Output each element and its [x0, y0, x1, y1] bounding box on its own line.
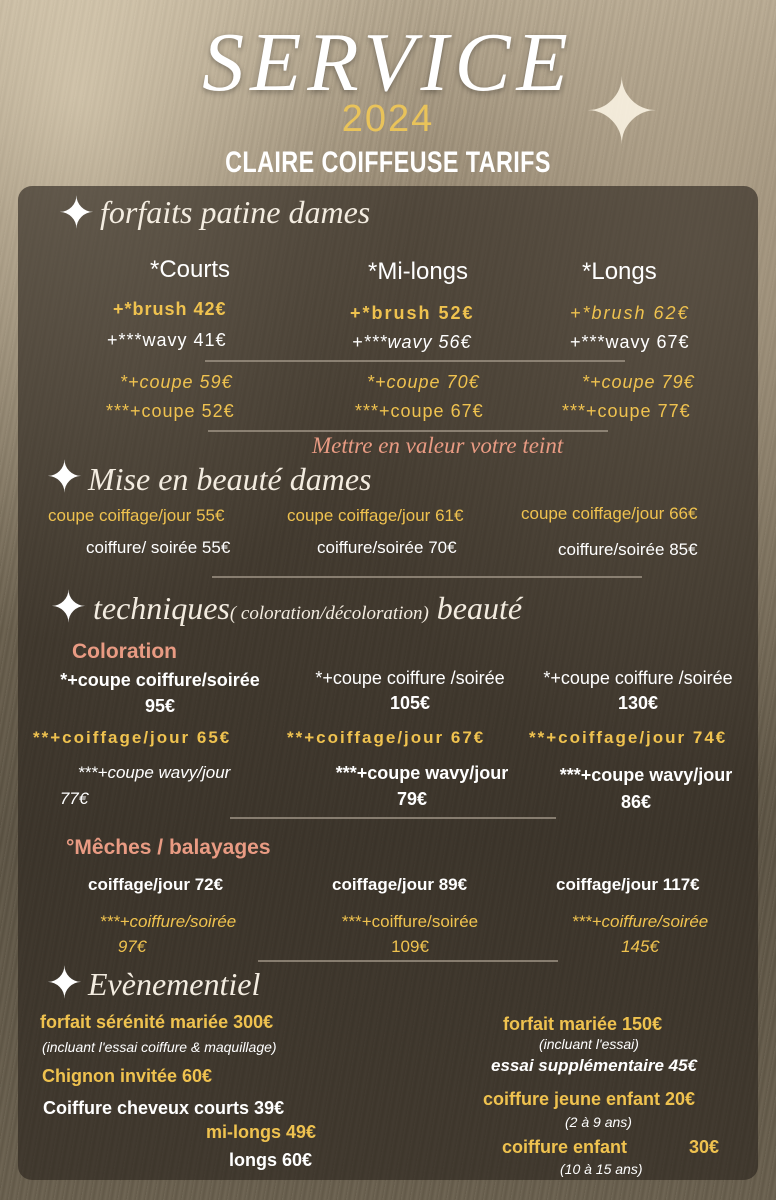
price-item: *+coupe coiffure /soirée	[315, 668, 505, 688]
divider	[205, 360, 625, 362]
price-item: coiffage/jour 117€	[556, 875, 700, 894]
price-item: essai supplémentaire 45€	[491, 1056, 698, 1075]
price-item: +*brush 62€	[570, 303, 690, 323]
salon-subtitle: CLAIRE COIFFEUSE TARIFS	[225, 146, 551, 179]
price-item: +***wavy 56€	[352, 332, 472, 352]
price-item: +*brush 42€	[113, 299, 227, 319]
column-head-courts: *Courts	[150, 256, 231, 283]
section-title-beaute: Mise en beauté dames	[88, 461, 372, 497]
price-item: coupe coiffage/jour 55€	[48, 506, 225, 525]
price-value: 79€	[396, 789, 428, 809]
section-title-patine: forfaits patine dames	[100, 194, 371, 230]
price-item: coiffure/ soirée 55€	[86, 538, 231, 557]
section-title-techniques	[93, 590, 522, 627]
price-value: 105€	[389, 693, 431, 713]
subhead-meches: °Mêches / balayages	[66, 836, 271, 859]
price-item: forfait sérénité mariée 300€	[40, 1012, 274, 1032]
techniques-title-main: techniques	[93, 590, 230, 626]
price-value: 86€	[620, 792, 652, 812]
price-item: **+coiffage/jour 74€	[529, 728, 728, 747]
price-note: (10 à 15 ans)	[560, 1161, 643, 1177]
sparkle-icon: ✦	[584, 63, 660, 163]
price-item: ***+coiffure/soirée	[341, 912, 479, 931]
price-item: *+coupe 70€	[367, 372, 480, 392]
year-label: 2024	[341, 98, 435, 140]
price-item: ***+coupe 77€	[562, 401, 691, 421]
price-item: *+coupe coiffure/soirée	[60, 670, 260, 690]
price-item: +***wavy 41€	[107, 330, 227, 350]
price-item: **+coiffage/jour 67€	[287, 728, 486, 747]
price-item: coiffure jeune enfant 20€	[483, 1089, 696, 1109]
sparkle-icon: ✦	[46, 959, 83, 1008]
price-item: ***+coiffure/soirée	[99, 912, 237, 931]
price-value: 30€	[689, 1137, 720, 1157]
divider	[212, 576, 642, 578]
page-title: SERVICE	[202, 16, 574, 109]
price-item: coupe coiffage/jour 61€	[287, 506, 464, 525]
column-head-longs: *Longs	[582, 258, 657, 285]
price-item: mi-longs 49€	[206, 1122, 317, 1142]
price-item: coiffage/jour 72€	[88, 875, 224, 894]
sparkle-icon: ✦	[50, 583, 87, 632]
price-item: ***+coiffure/soirée	[571, 912, 709, 931]
divider	[230, 817, 556, 819]
price-item: ***+coupe wavy/jour	[335, 763, 509, 783]
price-item: ***+coupe 52€	[106, 401, 235, 421]
techniques-title-end: beauté	[428, 590, 523, 626]
subhead-coloration: Coloration	[72, 640, 177, 663]
price-value: 130€	[617, 693, 659, 713]
section-title-evenementiel: Evènementiel	[88, 966, 261, 1002]
price-value: 145€	[621, 937, 659, 956]
techniques-title-paren: ( coloration/décoloration)	[229, 603, 429, 624]
price-note: (2 à 9 ans)	[565, 1114, 632, 1130]
price-item: coupe coiffage/jour 66€	[521, 504, 698, 523]
price-item: Chignon invitée 60€	[42, 1066, 213, 1086]
price-item: *+coupe coiffure /soirée	[543, 668, 733, 688]
column-head-milongs: *Mi-longs	[368, 258, 469, 285]
price-item: *+coupe 79€	[582, 372, 695, 392]
price-item: *+coupe 59€	[120, 372, 233, 392]
sparkle-icon: ✦	[58, 189, 95, 238]
price-value: 95€	[144, 696, 176, 716]
price-value: 109€	[391, 937, 429, 956]
price-item: ***+coupe 67€	[355, 401, 484, 421]
price-item: +***wavy 67€	[570, 332, 690, 352]
divider	[258, 960, 558, 962]
price-value: 77€	[59, 789, 89, 808]
price-item: ***+coupe wavy/jour	[77, 763, 231, 782]
price-item: coiffure/soirée 70€	[317, 538, 457, 557]
price-note: (incluant l'essai)	[539, 1036, 639, 1052]
price-item: **+coiffage/jour 65€	[33, 728, 232, 747]
price-item: coiffure enfant	[502, 1137, 628, 1157]
sparkle-icon: ✦	[46, 453, 83, 502]
divider	[208, 430, 608, 432]
price-item: +*brush 52€	[350, 303, 475, 323]
price-item: coiffage/jour 89€	[332, 875, 468, 894]
price-item: ***+coupe wavy/jour	[559, 765, 733, 785]
tagline: Mettre en valeur votre teint	[312, 433, 564, 458]
price-item: longs 60€	[229, 1150, 313, 1170]
price-value: 97€	[117, 937, 147, 956]
price-note: (incluant l'essai coiffure & maquillage)	[42, 1039, 277, 1055]
price-item: Coiffure cheveux courts 39€	[43, 1098, 285, 1118]
price-item: forfait mariée 150€	[503, 1014, 663, 1034]
price-item: coiffure/soirée 85€	[558, 540, 698, 559]
